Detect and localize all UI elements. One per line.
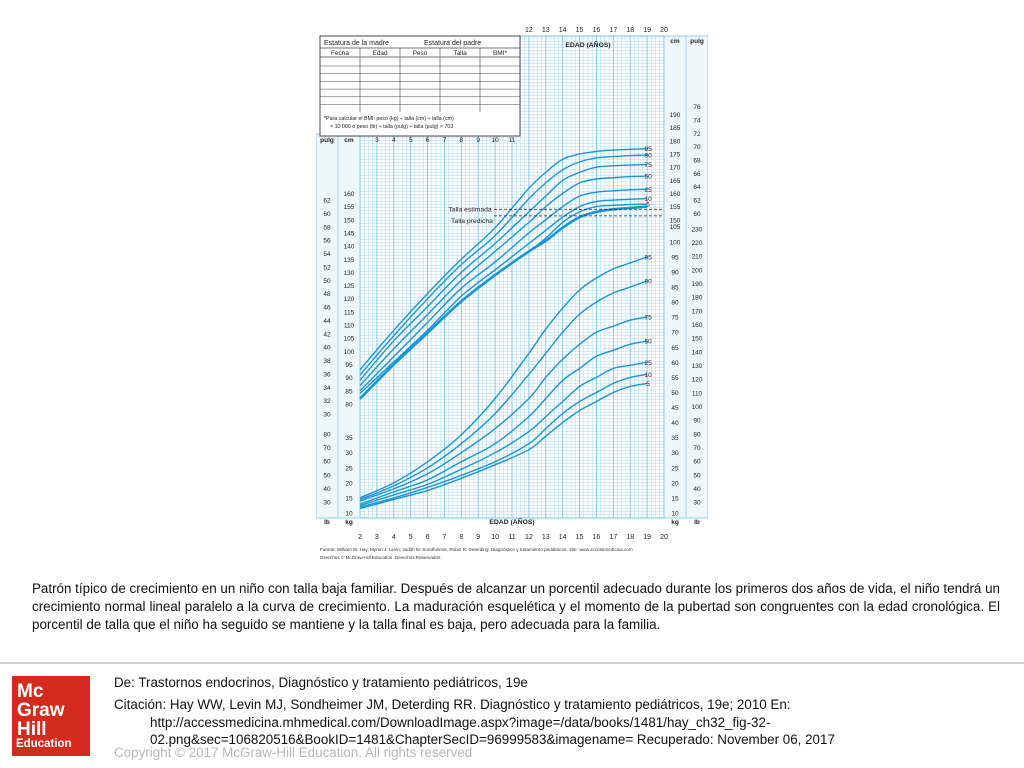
age-tick-table: 9	[476, 137, 481, 144]
data-table	[320, 36, 520, 136]
logo-line-2: Graw	[17, 700, 65, 721]
age-tick-bottom: 14	[558, 534, 567, 541]
stature-cm-tick-left: 140	[343, 243, 355, 251]
weight-lb-tick-right: 150	[691, 335, 703, 343]
weight-lb-tick-left: 70	[323, 444, 331, 452]
stature-cm-tick-right: 175	[669, 151, 681, 159]
weight-lb-tick-left: 60	[323, 458, 331, 466]
stature-in-tick-left: 52	[323, 264, 331, 272]
weight-kg-unit-left: kg	[345, 519, 353, 526]
stature-in-tick-left: 46	[323, 304, 331, 312]
age-tick-table: 7	[442, 137, 447, 144]
age-axis-label-top: EDAD (AÑOS)	[565, 42, 611, 49]
age-tick-table: 5	[408, 137, 413, 144]
stature-in-tick-right: 60	[693, 210, 701, 218]
age-tick-bottom: 3	[374, 534, 379, 541]
stature-cm-unit-right: cm	[670, 38, 680, 45]
weight-percentile-label: 90	[644, 278, 652, 286]
table-header: Edad	[372, 50, 388, 57]
stature-in-tick-right: 70	[693, 144, 701, 152]
stature-in-tick-right: 76	[693, 104, 701, 112]
weight-lb-tick-right: 140	[691, 349, 703, 357]
stature-in-tick-left: 32	[323, 398, 331, 406]
stature-cm-tick-left: 150	[343, 217, 355, 225]
age-tick-top: 19	[643, 27, 652, 34]
stature-cm-tick-left: 130	[343, 269, 355, 277]
weight-lb-unit-right: lb	[694, 519, 700, 526]
age-tick-top: 16	[592, 27, 601, 34]
stature-cm-tick-right: 170	[669, 164, 681, 172]
age-tick-table: 4	[391, 137, 396, 144]
weight-kg-unit-right: kg	[671, 519, 679, 526]
weight-lb-tick-right: 110	[691, 390, 703, 398]
weight-kg-tick-right: 50	[671, 389, 679, 397]
stature-in-tick-left: 58	[323, 224, 331, 232]
stature-in-tick-left: 30	[323, 411, 331, 419]
stature-in-tick-left: 62	[323, 197, 331, 205]
weight-kg-tick-right: 85	[671, 284, 679, 292]
weight-kg-tick-right: 55	[671, 374, 679, 382]
weight-kg-tick-right: 95	[671, 254, 679, 262]
weight-lb-tick-right: 70	[693, 444, 701, 452]
age-tick-top: 13	[541, 27, 550, 34]
weight-kg-tick-right: 90	[671, 269, 679, 277]
stature-percentile-label: 50	[644, 173, 652, 181]
stature-in-tick-right: 62	[693, 197, 701, 205]
weight-kg-tick-left: 15	[345, 495, 353, 503]
stature-in-tick-right: 72	[693, 130, 701, 138]
weight-lb-tick-right: 230	[691, 226, 703, 234]
stature-cm-tick-left: 115	[343, 309, 355, 317]
weight-kg-tick-left: 20	[345, 480, 353, 488]
stature-cm-tick-left: 135	[343, 256, 355, 264]
table-header: BMI*	[492, 50, 508, 57]
weight-lb-tick-right: 220	[691, 239, 703, 247]
stature-cm-tick-left: 160	[343, 190, 355, 198]
age-tick-table: 3	[375, 137, 379, 144]
stature-percentile-label: 10	[644, 196, 652, 204]
weight-lb-tick-left: 50	[323, 472, 331, 480]
weight-lb-unit-left: lb	[324, 519, 330, 526]
age-tick-bottom: 11	[508, 534, 516, 541]
stature-in-tick-left: 60	[323, 210, 331, 218]
age-tick-bottom: 7	[442, 534, 447, 541]
stature-cm-tick-left: 85	[345, 388, 353, 396]
stature-cm-tick-left: 105	[343, 335, 355, 343]
age-tick-bottom: 2	[358, 534, 362, 541]
weight-percentile-label: 50	[644, 338, 652, 346]
age-tick-bottom: 9	[476, 534, 481, 541]
age-tick-table: 8	[459, 137, 464, 144]
weight-percentile-label: 95	[644, 254, 652, 262]
age-tick-bottom: 18	[626, 534, 635, 541]
age-tick-top: 14	[558, 27, 567, 34]
growth-chart	[316, 24, 708, 568]
stature-in-tick-left: 36	[323, 371, 331, 379]
weight-percentile-label: 5	[646, 380, 650, 388]
weight-kg-tick-right: 10	[671, 510, 679, 518]
stature-percentile-label: 95	[644, 146, 652, 154]
age-axis-label-bottom: EDAD (AÑOS)	[489, 519, 535, 526]
weight-kg-tick-right: 65	[671, 344, 679, 352]
weight-kg-tick-right: 40	[671, 420, 679, 428]
weight-lb-tick-right: 120	[691, 376, 703, 384]
stature-in-tick-left: 56	[323, 237, 331, 245]
stature-cm-tick-right: 190	[669, 112, 681, 120]
age-tick-bottom: 15	[575, 534, 584, 541]
age-tick-bottom: 20	[660, 534, 668, 541]
weight-lb-tick-right: 190	[691, 280, 703, 288]
weight-percentile-label: 75	[644, 314, 652, 322]
stature-cm-tick-right: 150	[669, 217, 681, 225]
weight-lb-tick-right: 170	[691, 308, 703, 316]
weight-kg-tick-right: 70	[671, 329, 679, 337]
weight-lb-tick-right: 80	[693, 431, 701, 439]
chart-rights: Derechos © McGraw-Hill Education. Derechos Reservados.	[320, 555, 442, 560]
logo-line-4: Education	[16, 738, 72, 750]
mcgraw-hill-logo	[12, 676, 90, 756]
stature-in-tick-left: 42	[323, 331, 331, 339]
chart-source: Fuente: William W. Hay, Myron J. Levin, Judith M. Sondheimer, Robin R. Deterding: Diagnóstico y tratamiento pediátricos, 19e: www.accessmedicina.com	[320, 547, 633, 552]
weight-lb-tick-right: 30	[693, 499, 701, 507]
father-height-label: Estatura del padre	[424, 40, 482, 47]
weight-kg-tick-right: 45	[671, 405, 679, 413]
stature-percentile-label: 25	[644, 186, 652, 194]
age-tick-top: 17	[609, 27, 618, 34]
weight-lb-tick-left: 80	[323, 431, 331, 439]
weight-lb-tick-right: 100	[691, 403, 703, 411]
weight-lb-tick-right: 160	[691, 321, 703, 329]
divider	[0, 662, 1024, 664]
weight-lb-tick-right: 130	[691, 362, 703, 370]
age-tick-bottom: 13	[541, 534, 550, 541]
weight-percentile-label: 10	[644, 371, 652, 379]
weight-kg-tick-right: 75	[671, 314, 679, 322]
weight-lb-tick-left: 30	[323, 499, 331, 507]
age-tick-table: 6	[425, 137, 430, 144]
age-tick-bottom: 5	[408, 534, 413, 541]
age-tick-top: 18	[626, 27, 635, 34]
stature-cm-tick-left: 125	[343, 283, 355, 291]
weight-kg-tick-right: 15	[671, 495, 679, 503]
logo-line-3: Hill	[17, 719, 47, 740]
stature-in-tick-right: 68	[693, 157, 701, 165]
weight-kg-tick-left: 10	[345, 510, 353, 518]
mother-height-label: Estatura de la madre	[324, 40, 389, 47]
table-header: Fecha	[330, 50, 350, 57]
weight-lb-tick-left: 40	[323, 485, 331, 493]
bmi-note-1: *Para calcular el BMI: peso (kg) ÷ talla (cm) ÷ talla (cm)	[324, 116, 454, 122]
stature-cm-tick-right: 155	[669, 204, 681, 212]
stature-in-tick-left: 54	[323, 251, 331, 259]
stature-percentile-label: 90	[644, 152, 652, 160]
stature-in-tick-left: 48	[323, 291, 331, 299]
stature-cm-tick-left: 110	[343, 322, 355, 330]
weight-kg-tick-right: 30	[671, 450, 679, 458]
stature-cm-tick-left: 80	[345, 401, 353, 409]
weight-lb-tick-right: 210	[691, 253, 703, 261]
weight-kg-tick-right: 80	[671, 299, 679, 307]
weight-lb-tick-right: 200	[691, 267, 703, 275]
stature-cm-tick-right: 180	[669, 138, 681, 146]
table-header: Peso	[412, 50, 428, 57]
stature-in-tick-right: 66	[693, 170, 701, 178]
stature-in-tick-right: 74	[693, 117, 701, 125]
stature-in-unit-left: pulg	[320, 137, 334, 144]
citation-line-2[interactable]: http://accessmedicina.mhmedical.com/DownloadImage.aspx?image=/data/books/1481/hay_ch32_fig-32-	[150, 715, 771, 730]
figure-caption: Patrón típico de crecimiento en un niño con talla baja familiar. Después de alcanzar un porcentil adecuado durante los primeros dos años de vida, el niño tendrá un crecimiento normal lineal paralelo a la curva de crecimiento. La maduración esquelética y el momento de la pubertad son congruentes con la edad cronológica. El porcentil de talla que el niño ha seguido se mantiene y la talla final es baja, pero adecuada para la familia.	[32, 581, 1000, 632]
weight-kg-tick-right: 20	[671, 480, 679, 488]
predicted-height-label: Talla predicha	[451, 217, 493, 225]
age-tick-table: 11	[508, 137, 516, 144]
weight-kg-tick-right: 100	[669, 239, 681, 247]
age-tick-top: 12	[524, 27, 533, 34]
stature-in-tick-left: 40	[323, 344, 331, 352]
stature-percentile-label: 75	[644, 162, 652, 170]
stature-cm-tick-right: 160	[669, 190, 681, 198]
age-tick-bottom: 16	[592, 534, 601, 541]
age-tick-bottom: 12	[524, 534, 533, 541]
stature-in-tick-left: 44	[323, 317, 331, 325]
age-tick-bottom: 6	[425, 534, 430, 541]
age-tick-top: 15	[575, 27, 584, 34]
age-tick-bottom: 8	[459, 534, 464, 541]
age-tick-bottom: 17	[609, 534, 618, 541]
stature-in-tick-left: 50	[323, 277, 331, 285]
weight-percentile-label: 25	[644, 359, 652, 367]
bmi-note-2: × 10 000 o peso (lb) ÷ talla (pulg) ÷ talla (pulg) × 703	[330, 124, 454, 130]
stature-in-tick-left: 34	[323, 384, 331, 392]
age-tick-bottom: 4	[391, 534, 396, 541]
stature-in-tick-right: 64	[693, 184, 701, 192]
age-tick-top: 20	[660, 27, 668, 34]
stature-cm-tick-left: 120	[343, 296, 355, 304]
stature-percentile-label: 5	[646, 201, 650, 209]
stature-cm-tick-left: 155	[343, 204, 355, 212]
age-tick-bottom: 10	[491, 534, 500, 541]
weight-lb-tick-right: 90	[693, 417, 701, 425]
age-tick-table: 10	[491, 137, 499, 144]
stature-cm-tick-left: 145	[343, 230, 355, 238]
age-tick-bottom: 19	[643, 534, 652, 541]
weight-lb-tick-right: 40	[693, 485, 701, 493]
weight-lb-tick-right: 60	[693, 458, 701, 466]
weight-kg-tick-right: 25	[671, 465, 679, 473]
stature-cm-tick-left: 95	[345, 362, 353, 370]
weight-kg-tick-right: 35	[671, 435, 679, 443]
stature-cm-tick-right: 165	[669, 177, 681, 185]
weight-kg-tick-left: 25	[345, 465, 353, 473]
citation-line-1: Citación: Hay WW, Levin MJ, Sondheimer JM, Deterding RR. Diagnóstico y tratamiento pediátricos, 19e; 2010 En:	[114, 697, 791, 712]
stature-cm-unit-left: cm	[344, 137, 354, 144]
weight-kg-tick-right: 105	[669, 224, 681, 232]
stature-cm-tick-left: 90	[345, 375, 353, 383]
estimated-height-label: Talla estimada	[448, 206, 492, 214]
weight-kg-tick-right: 60	[671, 359, 679, 367]
weight-lb-tick-right: 50	[693, 472, 701, 480]
citation-line-3: 02.png&sec=106820516&BookID=1481&ChapterSecID=96999583&imagename= Recuperado: November 06, 2017	[150, 732, 835, 747]
weight-kg-tick-left: 35	[345, 435, 353, 443]
stature-in-tick-left: 38	[323, 358, 331, 366]
source-line: De: Trastornos endocrinos, Diagnóstico y tratamiento pediátricos, 19e	[114, 675, 528, 690]
copyright: Copyright © 2017 McGraw-Hill Education. All rights reserved	[114, 745, 473, 760]
table-header: Talla	[453, 50, 467, 57]
stature-cm-tick-right: 185	[669, 125, 681, 133]
logo-line-1: Mc	[17, 681, 44, 702]
stature-cm-tick-left: 100	[343, 348, 355, 356]
weight-lb-tick-right: 180	[691, 294, 703, 302]
weight-kg-tick-left: 30	[345, 450, 353, 458]
stature-in-unit-right: pulg	[690, 38, 704, 45]
